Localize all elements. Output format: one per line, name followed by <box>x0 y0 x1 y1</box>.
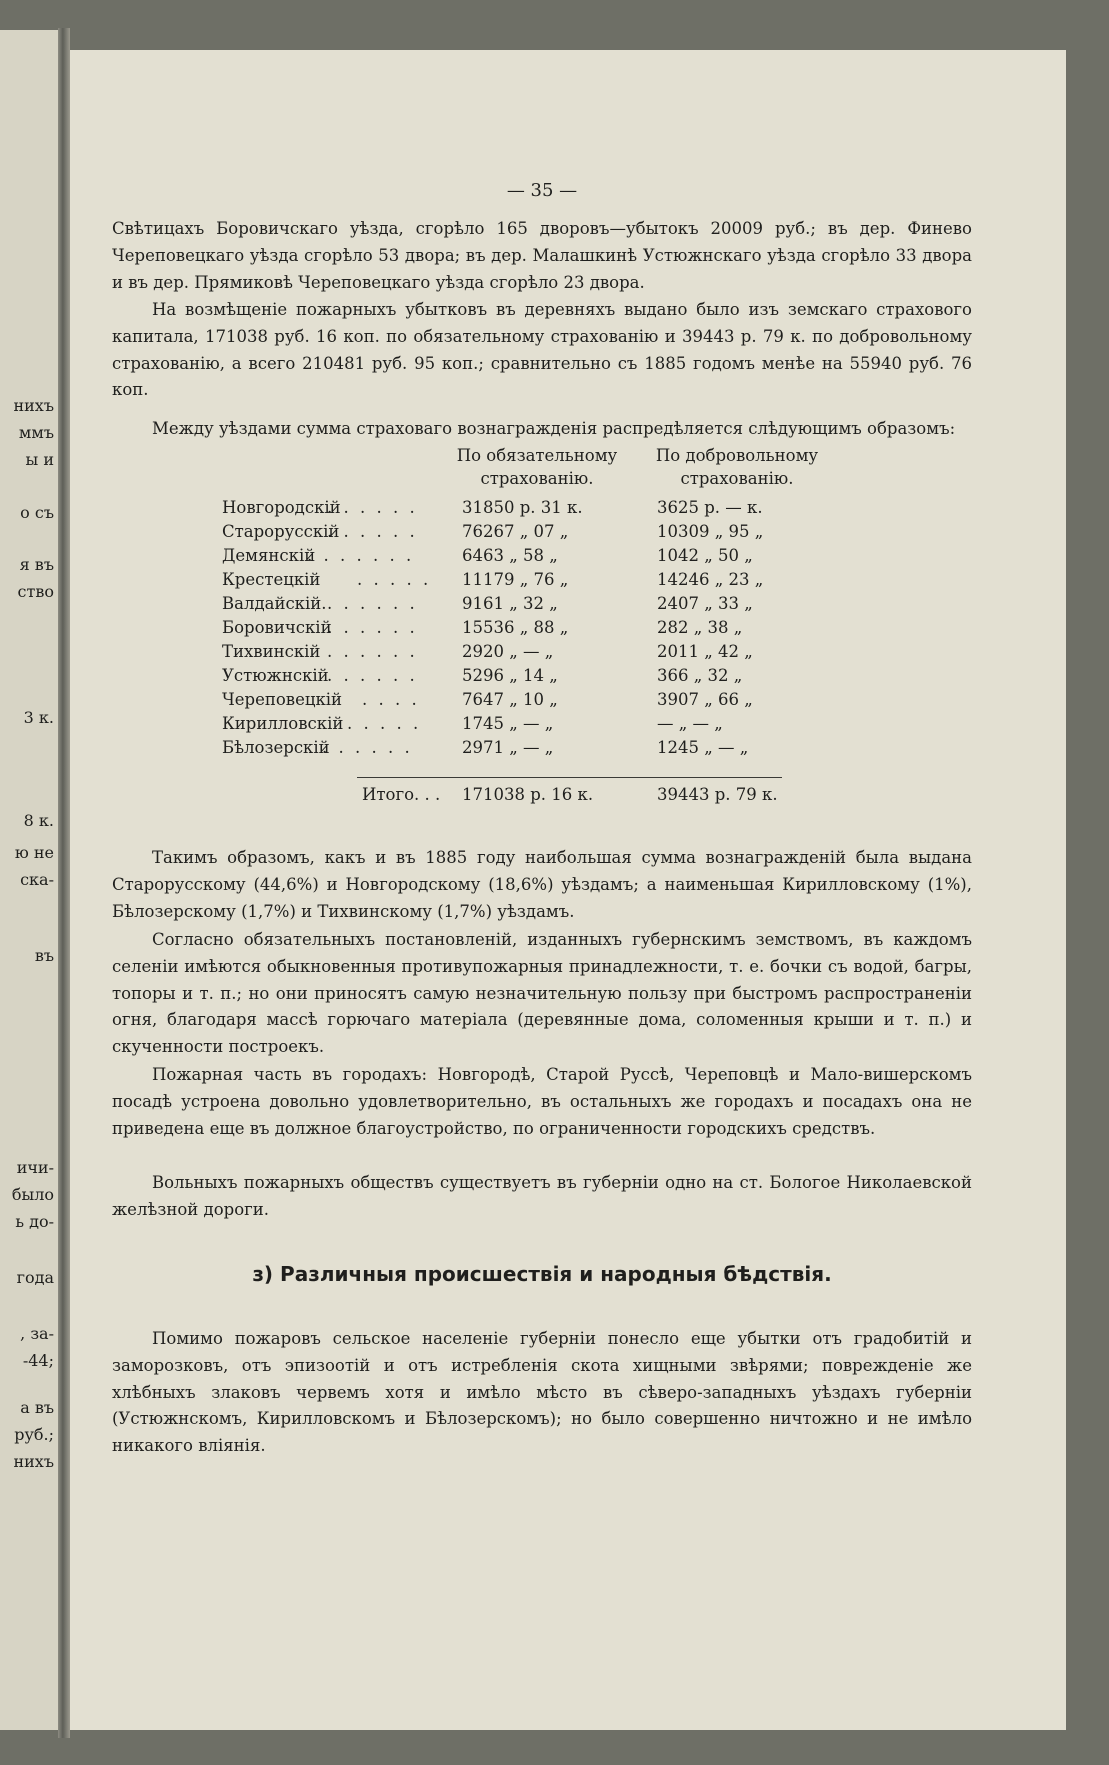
col1-header: По обязательному страхованію. <box>456 446 618 488</box>
district-name: Череповецкій <box>222 690 343 709</box>
leader-dots: . . . . . . <box>327 618 418 637</box>
district-name: Демянскій <box>222 546 316 565</box>
district-name: Бѣлозерскій <box>222 738 330 757</box>
facing-page-fragment: руб.; <box>14 1425 54 1444</box>
leader-dots: . . . . . . <box>322 738 413 757</box>
voluntary-value: 282 „ 38 „ <box>657 618 743 637</box>
voluntary-value: 3625 р. — к. <box>657 498 763 517</box>
voluntary-value: 3907 „ 66 „ <box>657 690 753 709</box>
facing-page-fragment: о съ <box>20 503 54 522</box>
total-rule <box>357 777 782 778</box>
district-name: Боровичскій <box>222 618 332 637</box>
mandatory-value: 11179 „ 76 „ <box>462 570 569 589</box>
table-row <box>112 542 972 569</box>
voluntary-value: 2011 „ 42 „ <box>657 642 753 661</box>
table-row <box>112 614 972 641</box>
voluntary-value: 1245 „ — „ <box>657 738 749 757</box>
facing-page <box>0 30 58 1730</box>
facing-page-fragment: ска- <box>20 870 54 889</box>
voluntary-value: 10309 „ 95 „ <box>657 522 764 541</box>
col2-header: По добровольному страхованію. <box>655 446 819 488</box>
facing-page-fragment: я въ <box>19 555 54 574</box>
total-row <box>112 781 972 808</box>
facing-page-fragment: , за- <box>20 1324 54 1343</box>
table-row <box>112 494 972 521</box>
compensation-paragraph: На возмѣщеніе пожарныхъ убытковъ въ деревняхъ выдано было изъ земскаго страхового капитала, 171038 руб. 16 коп. по обязательному страхованію и 39443 р. 79 к. по добровольному страхованію, а всего 210481 руб. 95 коп.; сравнительно съ 1885 годомъ менѣе на 55940 руб. 76 коп. <box>112 300 972 400</box>
book-gutter <box>58 28 70 1738</box>
mandatory-value: 2971 „ — „ <box>462 738 554 757</box>
document-page <box>70 50 1066 1730</box>
voluntary-value: 2407 „ 33 „ <box>657 594 753 613</box>
fire-department-paragraph: Пожарная часть въ городахъ: Новгородѣ, Старой Руссѣ, Череповцѣ и Мало-вишерскомъ посадѣ устроена довольно удовлетворительно, въ остальныхъ же городахъ и посадахъ она не приведена еще въ должное благоустройство, по ограниченности городскихъ средствъ. <box>112 1065 972 1138</box>
facing-page-fragment: нихъ <box>13 396 54 415</box>
voluntary-value: 14246 „ 23 „ <box>657 570 764 589</box>
voluntary-value: 366 „ 32 „ <box>657 666 743 685</box>
intro-paragraph: Свѣтицахъ Боровичскаго уѣзда, сгорѣло 165 дворовъ—убытокъ 20009 руб.; въ дер. Финево Череповецкаго уѣзда сгорѣло 53 двора; въ дер. Малашкинѣ Устюжнскаго уѣзда сгорѣло 33 двора и въ дер. Прямиковѣ Череповецкаго уѣзда сгорѣло 23 двора. <box>112 219 972 292</box>
greatest-amounts-paragraph: Такимъ образомъ, какъ и въ 1885 году наибольшая сумма вознагражденій была выдана Старорусскому (44,6%) и Новгородскому (18,6%) уѣздамъ; а наименьшая Кирилловскому (1%), Бѣлозерскому (1,7%) и Тихвинскому (1,7%) уѣздамъ. <box>112 848 972 921</box>
district-name: Новгородскій <box>222 498 341 517</box>
disasters-paragraph: Помимо пожаровъ сельское населеніе губерніи понесло еще убытки отъ градобитій и заморозковъ, отъ эпизоотій и отъ истребленія скота хищными звѣрями; поврежденіе же хлѣбныхъ злаковъ червемъ хотя и имѣло мѣсто въ сѣверо-западныхъ уѣздахъ губерніи (Устюжнскомъ, Кирилловскомъ и Бѣлозерскомъ); но было совершенно ничтожно и не имѣло никакого вліянія. <box>112 1329 972 1456</box>
facing-page-fragment: года <box>16 1268 54 1287</box>
facing-page-fragment: было <box>11 1185 54 1204</box>
facing-page-fragment: -44; <box>22 1351 54 1370</box>
district-name: Старорусскій <box>222 522 340 541</box>
district-name: Тихвинскій <box>222 642 321 661</box>
total-label: Итого. . . <box>362 785 441 804</box>
table-row <box>112 590 972 617</box>
facing-page-fragment: ммъ <box>18 423 54 442</box>
table-intro: Между уѣздами сумма страховаго вознагражденія распредѣляется слѣдующимъ образомъ: <box>152 419 956 438</box>
table-row <box>112 734 972 761</box>
leader-dots: . . . . . . <box>327 522 418 541</box>
facing-page-fragment: 3 к. <box>23 708 54 727</box>
table-row <box>112 710 972 737</box>
total-mandatory: 171038 р. 16 к. <box>462 785 594 804</box>
facing-page-fragment: ю не <box>14 843 54 862</box>
leader-dots: . . . . . <box>347 714 422 733</box>
table-row <box>112 566 972 593</box>
mandatory-value: 31850 р. 31 к. <box>462 498 583 517</box>
mandatory-value: 1745 „ — „ <box>462 714 554 733</box>
table-row <box>112 638 972 665</box>
leader-dots: . . . . . . . <box>307 546 415 565</box>
district-name: Валдайскій. <box>222 594 327 613</box>
facing-page-fragment: ь до- <box>15 1212 54 1231</box>
facing-page-fragment: ы и <box>25 450 54 469</box>
facing-page-fragment: а въ <box>20 1398 54 1417</box>
regulations-paragraph: Согласно обязательныхъ постановленій, изданныхъ губернскимъ земствомъ, въ каждомъ селеніи имѣются обыкновенныя противупожарныя принадлежности, т. е. бочки съ водой, багры, топоры и т. п.; но они приносятъ самую незначительную пользу при быстромъ распространеніи огня, благодаря массѣ горючаго матеріала (деревянные дома, соломенныя крыши и т. п.) и скученности построекъ. <box>112 930 972 1057</box>
leader-dots: . . . . . . <box>327 642 418 661</box>
leader-dots: . . . . <box>362 690 420 709</box>
page-number: — 35 — <box>506 180 578 201</box>
volunteer-societies-paragraph: Вольныхъ пожарныхъ обществъ существуетъ въ губерніи одно на ст. Бологое Николаевской желѣзной дороги. <box>112 1173 972 1219</box>
mandatory-value: 6463 „ 58 „ <box>462 546 558 565</box>
mandatory-value: 15536 „ 88 „ <box>462 618 569 637</box>
district-name: Крестецкій <box>222 570 321 589</box>
facing-page-fragment: ичи- <box>16 1158 54 1177</box>
section-heading: з) Различныя происшествія и народныя бѣдствія. <box>252 1262 832 1286</box>
table-row <box>112 518 972 545</box>
leader-dots: . . . . . . <box>327 498 418 517</box>
table-row <box>112 662 972 689</box>
leader-dots: . . . . . . <box>327 594 418 613</box>
facing-page-fragment: ство <box>17 582 54 601</box>
mandatory-value: 5296 „ 14 „ <box>462 666 558 685</box>
mandatory-value: 9161 „ 32 „ <box>462 594 558 613</box>
mandatory-value: 76267 „ 07 „ <box>462 522 569 541</box>
voluntary-value: — „ — „ <box>657 714 723 733</box>
facing-page-fragment: нихъ <box>13 1452 54 1471</box>
table-row <box>112 686 972 713</box>
mandatory-value: 7647 „ 10 „ <box>462 690 558 709</box>
total-voluntary: 39443 р. 79 к. <box>657 785 778 804</box>
facing-page-fragment: въ <box>34 946 54 965</box>
facing-page-fragment: 8 к. <box>23 811 54 830</box>
voluntary-value: 1042 „ 50 „ <box>657 546 753 565</box>
district-name: Кирилловскій <box>222 714 344 733</box>
leader-dots: . . . . . . <box>327 666 418 685</box>
district-name: Устюжнскій <box>222 666 329 685</box>
leader-dots: . . . . . <box>357 570 432 589</box>
mandatory-value: 2920 „ — „ <box>462 642 554 661</box>
